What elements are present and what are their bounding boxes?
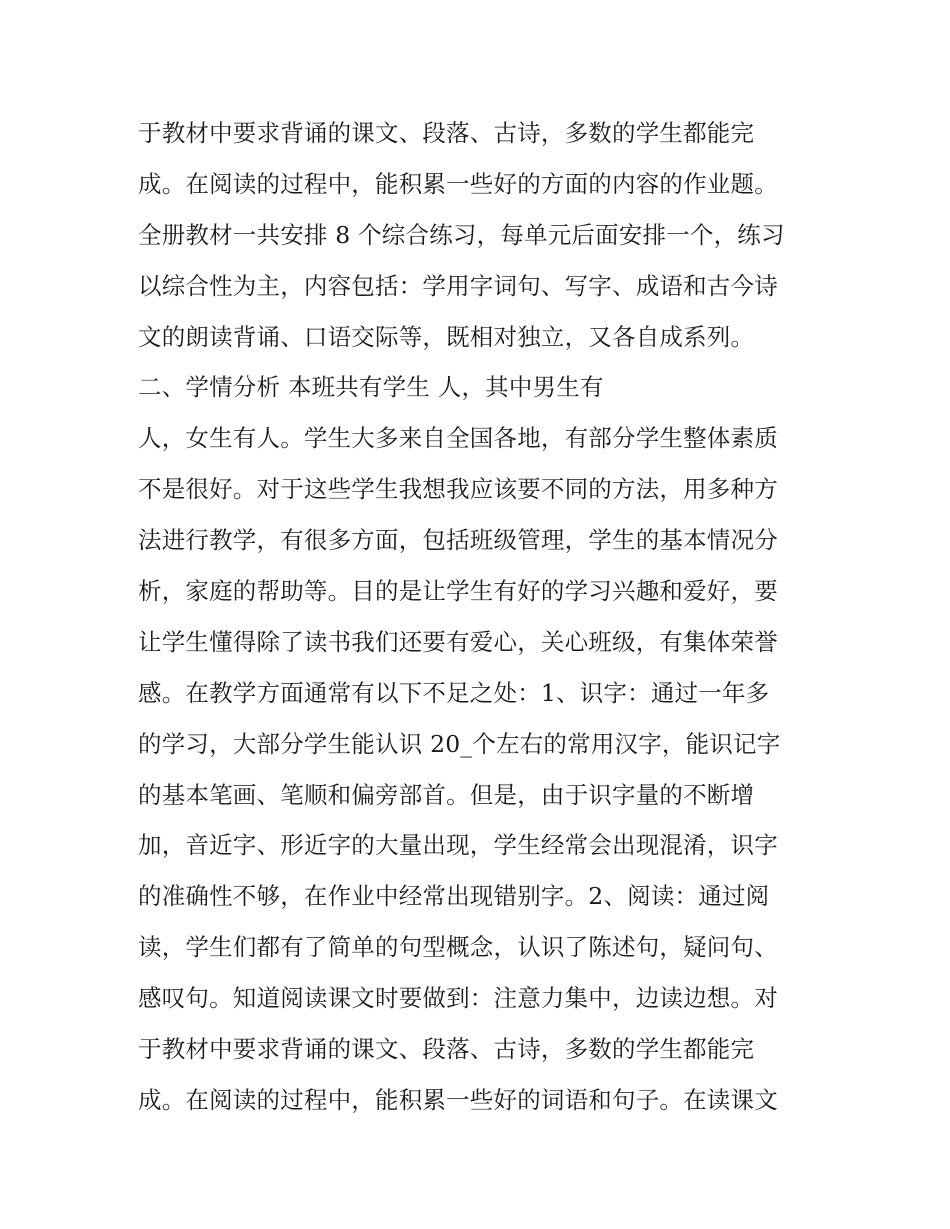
- text-line: 文的朗读背诵、口语交际等，既相对独立，又各自成系列。: [138, 322, 755, 351]
- text-line: 于教材中要求背诵的课文、段落、古诗，多数的学生都能完: [138, 1035, 755, 1064]
- section-heading-line: 二、学情分析 本班共有学生 人，其中男生有: [138, 373, 604, 402]
- text-line: 人，女生有人。学生大多来自全国各地，有部分学生整体素质: [138, 424, 778, 453]
- text-line: 于教材中要求背诵的课文、段落、古诗，多数的学生都能完: [138, 119, 755, 147]
- text-line: 让学生懂得除了读书我们还要有爱心，关心班级，有集体荣誉: [138, 627, 778, 656]
- text-line: 感叹句。知道阅读课文时要做到：注意力集中，边读边想。对: [138, 984, 778, 1013]
- text-line: 成。在阅读的过程中，能积累一些好的方面的内容的作业题。: [138, 169, 778, 198]
- text-line: 析，家庭的帮助等。目的是让学生有好的学习兴趣和爱好，要: [138, 577, 778, 606]
- text-line: 的准确性不够，在作业中经常出现错别字。2、阅读：通过阅: [138, 882, 770, 911]
- text-line: 读，学生们都有了简单的句型概念，认识了陈述句，疑问句、: [138, 933, 778, 962]
- text-line: 的学习，大部分学生能认识 20_个左右的常用汉字，能识记字: [138, 729, 781, 758]
- text-line: 成。在阅读的过程中，能积累一些好的词语和句子。在读课文: [138, 1085, 778, 1114]
- text-line: 法进行教学，有很多方面，包括班级管理，学生的基本情况分: [138, 526, 778, 555]
- text-line: 的基本笔画、笔顺和偏旁部首。但是，由于识字量的不断增: [138, 780, 755, 809]
- text-line: 全册教材一共安排 8 个综合练习，每单元后面安排一个，练习: [138, 220, 785, 249]
- text-line: 加，音近字、形近字的大量出现，学生经常会出现混淆，识字: [138, 831, 778, 860]
- text-line: 以综合性为主，内容包括：学用字词句、写字、成语和古今诗: [138, 271, 778, 300]
- text-line: 不是很好。对于这些学生我想我应该要不同的方法，用多种方: [138, 475, 778, 504]
- body-text: [138, 108, 828, 1126]
- text-line: 感。在教学方面通常有以下不足之处：1、识字：通过一年多: [138, 678, 770, 707]
